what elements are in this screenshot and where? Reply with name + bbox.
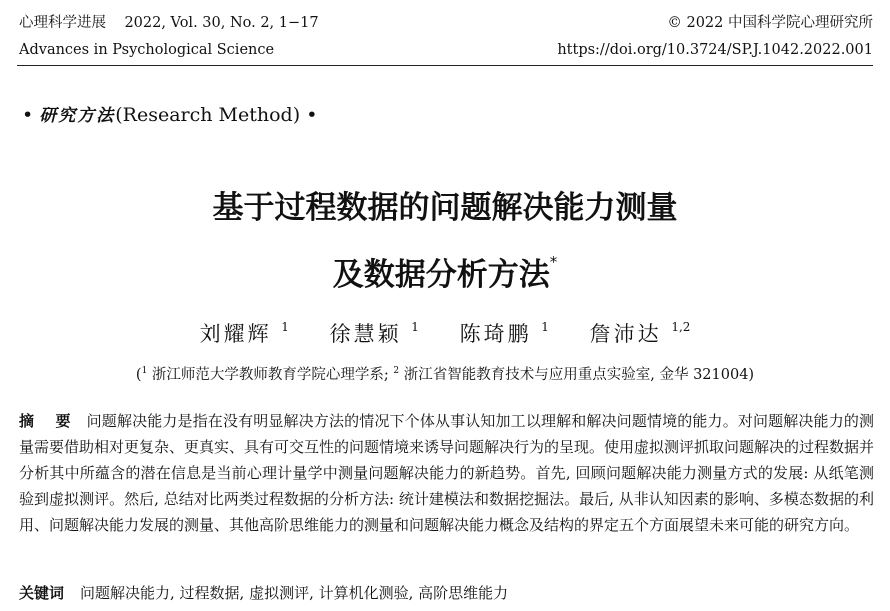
author-affil-mark: 1 bbox=[541, 320, 549, 334]
author-affil-mark: 1 bbox=[281, 320, 289, 334]
affiliations bbox=[0, 361, 890, 385]
paper-title-line-1: 基于过程数据的问题解决能力测量 bbox=[212, 190, 678, 226]
paper-title-text-2: 及数据分析方法 bbox=[332, 257, 550, 293]
journal-name-en: Advances in Psychological Science bbox=[19, 42, 275, 58]
author-affil-mark: 1,2 bbox=[671, 320, 691, 334]
running-header-bottom bbox=[19, 41, 873, 59]
header-rule bbox=[17, 65, 873, 66]
author bbox=[200, 322, 289, 346]
author-name: 刘耀辉 bbox=[199, 322, 272, 346]
author-name: 徐慧颖 bbox=[329, 322, 402, 346]
section-label-cn: 研究方法 bbox=[39, 106, 116, 126]
author-list bbox=[0, 313, 890, 348]
author bbox=[590, 322, 691, 346]
section-bullet-right: • bbox=[306, 104, 318, 126]
keywords-text: 问题解决能力, 过程数据, 虚拟测评, 计算机化测验, 高阶思维能力 bbox=[80, 584, 509, 602]
journal-name-cn: 心理科学进展 bbox=[19, 15, 106, 31]
issue-info: 2022, Vol. 30, No. 2, 1−17 bbox=[124, 15, 319, 31]
affil-open-paren: ( bbox=[135, 367, 142, 383]
author bbox=[460, 322, 549, 346]
affiliation-1: 浙江师范大学教师教育学院心理学系; bbox=[147, 367, 389, 383]
running-header-top bbox=[19, 14, 873, 32]
section-label-en: (Research Method) bbox=[115, 104, 301, 126]
title-footnote-mark: * bbox=[549, 253, 558, 271]
keywords-label: 关键词 bbox=[19, 584, 65, 602]
author-affil-mark: 1 bbox=[411, 320, 419, 334]
abstract-text: 问题解决能力是指在没有明显解决方法的情况下个体从事认知加工以理解和解决问题情境的能力。对问题解决能力的测量需要借助相对更复杂、更真实、具有可交互性的问题情境来诱导问题解决行为的呈现。使用虚拟测评抓取问题解决的过程数据并分析其中所蕴含的潜在信息是当前心理计量学中测量问题解决能力的新趋势。首先, 回顾问题解决能力测量方式的发展: 从纸笔测验到虚拟测评。然后, 总结对比两类过程数据的分析方法: 统计建模法和数据挖掘法。最后, 从非认知因素的影响、多模态数据的利用、问题解决能力发展的测量、其他高阶思维能力的测量和问题解决能力概念及结构的界定五个方面展望未来可能的研究方向。 bbox=[19, 412, 875, 534]
copyright: © 2022 中国科学院心理研究所 bbox=[667, 15, 873, 31]
section-label bbox=[22, 102, 317, 129]
author-name: 陈琦鹏 bbox=[459, 322, 532, 346]
doi-link[interactable]: https://doi.org/10.3724/SP.J.1042.2022.001 bbox=[557, 42, 873, 58]
abstract bbox=[19, 408, 874, 538]
affil-mark-2: 2 bbox=[393, 366, 400, 376]
keywords bbox=[19, 580, 874, 606]
abstract-label: 摘 要 bbox=[19, 412, 79, 430]
author-name: 詹沛达 bbox=[589, 322, 662, 346]
affil-mark-1: 1 bbox=[141, 366, 148, 376]
author bbox=[330, 322, 419, 346]
affiliation-2: 浙江省智能教育技术与应用重点实验室, 金华 321004) bbox=[399, 367, 755, 383]
paper-title-line-2 bbox=[0, 242, 890, 295]
section-bullet-left: • bbox=[22, 104, 34, 126]
